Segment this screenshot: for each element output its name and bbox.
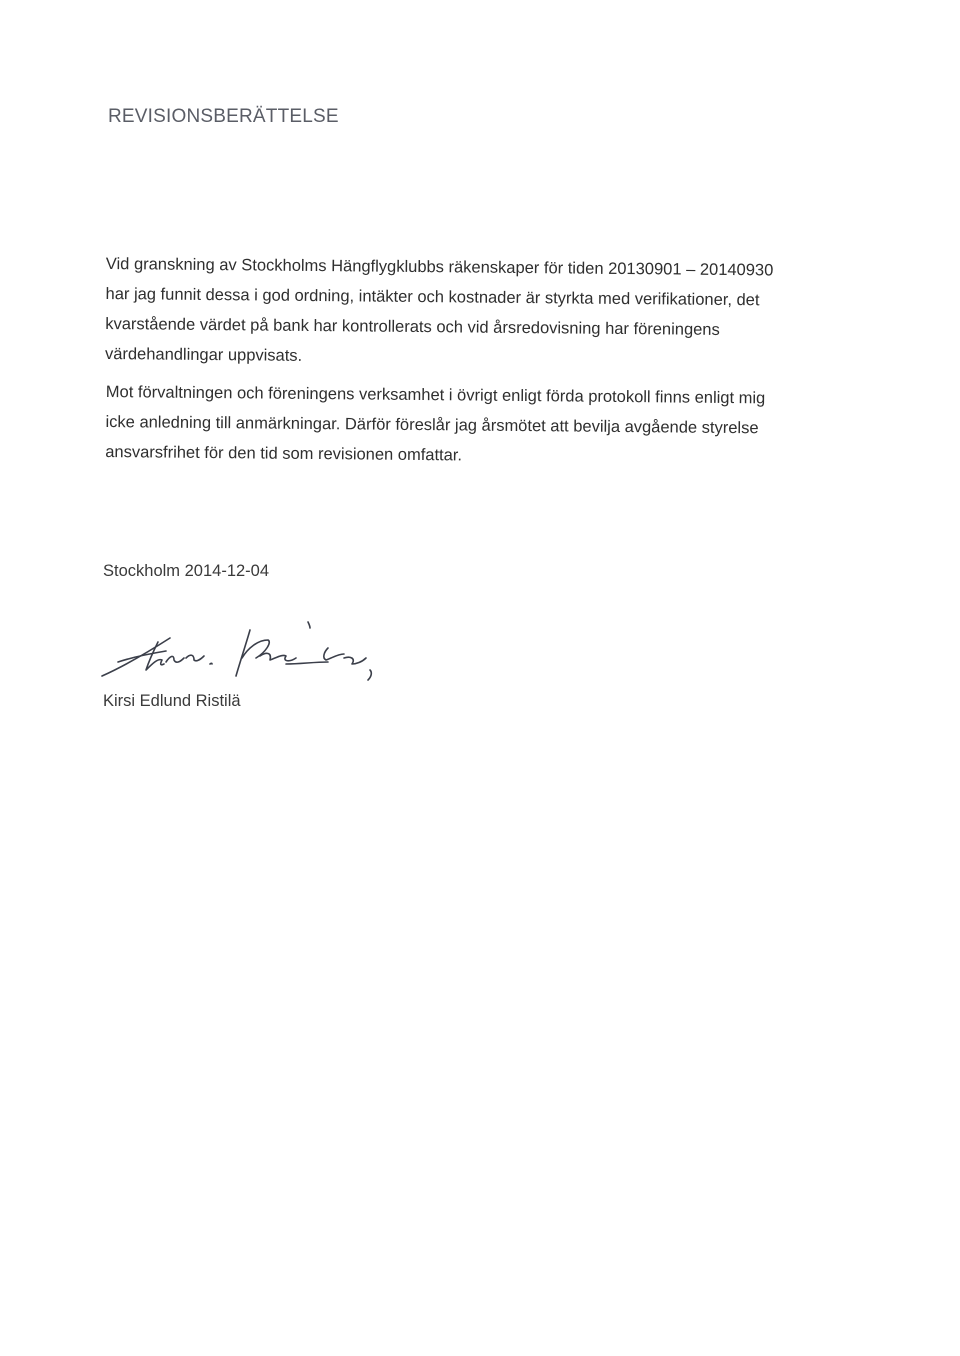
text-line: Vid granskning av Stockholms Hängflygklubbs räkenskaper för tiden 20130901 – 20140930 [105,254,774,280]
text-line: Mot förvaltningen och föreningens verksamhet i övrigt enligt förda protokoll finns enligt mig [105,382,766,408]
text-line: kvarstående värdet på bank har kontrollerats och vid årsredovisning har föreningens [105,314,720,339]
text-line: ansvarsfrihet för den tid som revisionen omfattar. [105,442,463,465]
handwritten-signature [100,618,400,698]
text-line: har jag funnit dessa i god ordning, intäkter och kostnader är styrkta med verifikationer, det [105,284,760,310]
paragraph-recommendation [105,377,765,473]
signer-name: Kirsi Edlund Ristilä [103,692,241,710]
place-and-date: Stockholm 2014-12-04 [103,562,270,580]
paragraph-audit-findings [105,249,774,375]
document-title: REVISIONSBERÄTTELSE [108,106,339,127]
text-line: värdehandlingar uppvisats. [104,344,303,365]
text-line: icke anledning till anmärkningar. Därför föreslår jag årsmötet att bevilja avgående styrelse [105,412,759,438]
